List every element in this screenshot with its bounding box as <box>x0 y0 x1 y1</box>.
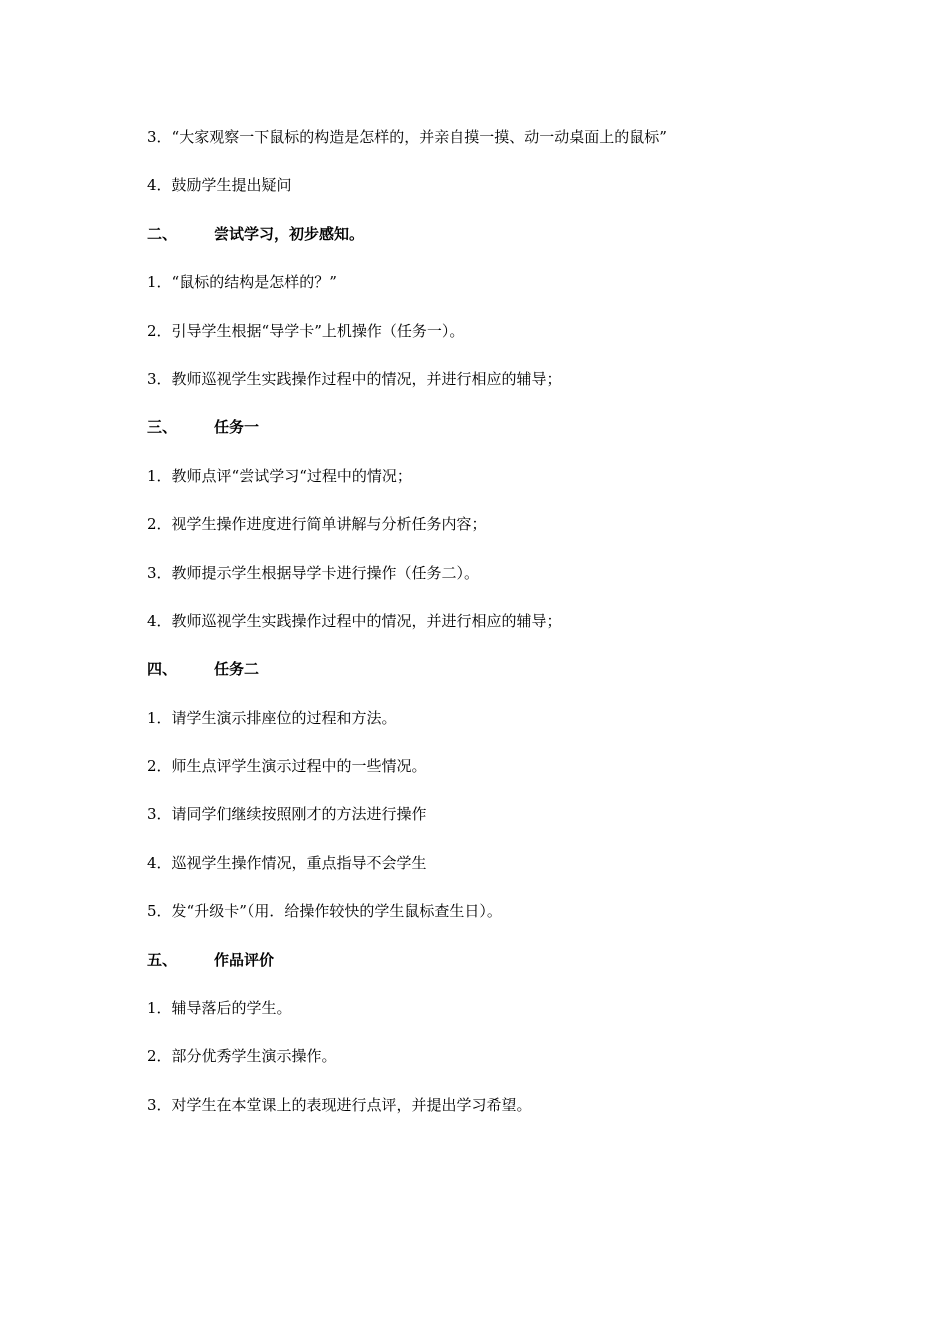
list-item: 1．“鼠标的结构是怎样的？” <box>147 273 337 292</box>
list-item: 4．教师巡视学生实践操作过程中的情况，并进行相应的辅导； <box>147 611 562 630</box>
list-item: 1．请学生演示排座位的过程和方法。 <box>147 708 397 727</box>
list-item: 2．视学生操作进度进行简单讲解与分析任务内容； <box>147 515 487 534</box>
list-item: 1．辅导落后的学生。 <box>147 999 292 1018</box>
section-number: 三、 <box>147 418 178 437</box>
section-heading <box>147 656 827 704</box>
list-item: 2．引导学生根据“导学卡”上机操作（任务一）。 <box>147 321 465 340</box>
list-item: 3．对学生在本堂课上的表现进行点评，并提出学习希望。 <box>147 1095 532 1114</box>
list-item: 5．发“升级卡”（用．给操作较快的学生鼠标查生日）。 <box>147 902 502 921</box>
section-heading <box>147 221 827 269</box>
list-item: 2．部分优秀学生演示操作。 <box>147 1047 337 1066</box>
list-item: 4．巡视学生操作情况，重点指导不会学生 <box>147 853 427 872</box>
section-number: 五、 <box>147 950 178 969</box>
section-heading <box>147 414 827 462</box>
section-heading <box>147 947 827 995</box>
list-item: 1．教师点评“尝试学习“过程中的情况； <box>147 466 412 485</box>
list-item: 4．鼓励学生提出疑问 <box>147 176 292 195</box>
list-item: 3．教师提示学生根据导学卡进行操作（任务二）。 <box>147 563 480 582</box>
section-title: 作品评价 <box>214 950 275 969</box>
section-number: 二、 <box>147 224 178 243</box>
document-body <box>147 124 827 1140</box>
list-item: 3．“大家观察一下鼠标的构造是怎样的，并亲自摸一摸、动一动桌面上的鼠标” <box>147 128 667 146</box>
list-item: 3．教师巡视学生实践操作过程中的情况，并进行相应的辅导； <box>147 369 562 388</box>
section-title: 尝试学习，初步感知。 <box>214 224 365 243</box>
list-item: 2．师生点评学生演示过程中的一些情况。 <box>147 757 427 776</box>
section-number: 四、 <box>147 660 178 679</box>
section-title: 任务一 <box>214 418 260 437</box>
list-item: 3．请同学们继续按照刚才的方法进行操作 <box>147 805 427 824</box>
section-title: 任务二 <box>214 660 260 679</box>
